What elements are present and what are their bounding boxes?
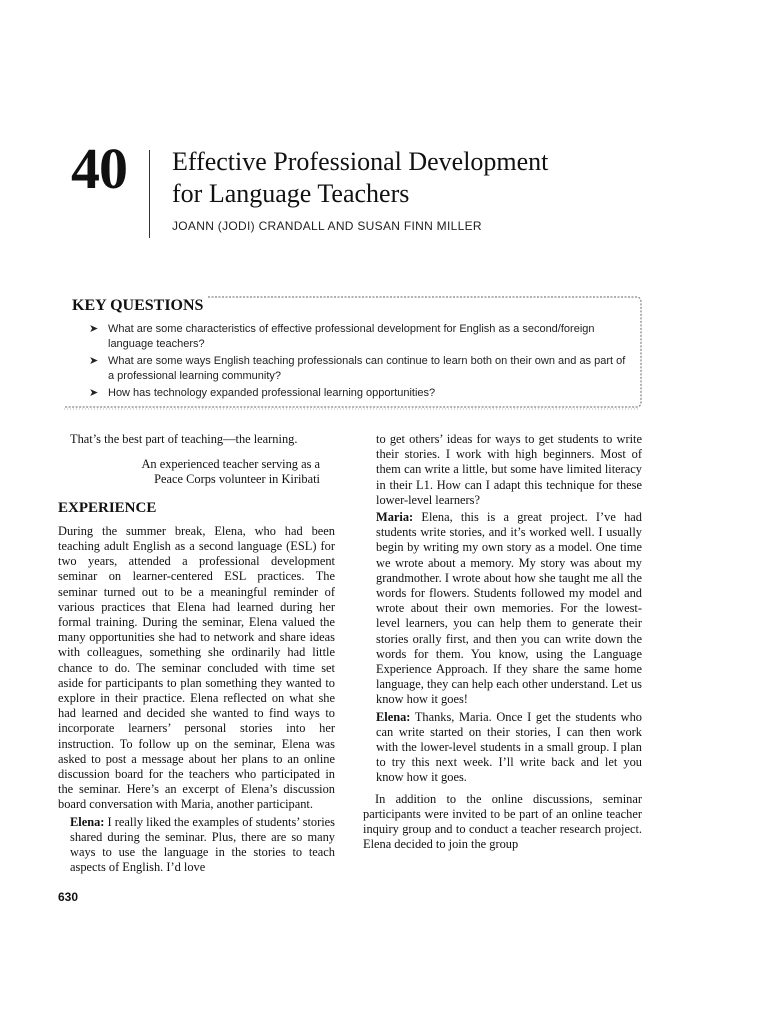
epigraph-quote: That’s the best part of teaching—the learning. xyxy=(70,432,298,446)
chapter-number: 40 xyxy=(71,136,127,201)
page-number: 630 xyxy=(58,890,79,904)
arrow-bullet-icon: ➤ xyxy=(89,355,99,367)
section-heading: EXPERIENCE xyxy=(58,499,157,516)
arrow-bullet-icon: ➤ xyxy=(89,323,99,335)
key-question-item xyxy=(89,354,629,384)
dialogue-text: Thanks, Maria. Once I get the students who can write started on their stories, I can then work with the lower-level students in a small group. I plan to try this next week. I’ll write back and let you know how it goes. xyxy=(376,709,642,785)
speaker-name: Elena: xyxy=(376,709,411,724)
key-questions-heading: KEY QUESTIONS xyxy=(72,297,204,314)
dialogue-elena-2 xyxy=(376,710,642,786)
chapter-title-line2: for Language Teachers xyxy=(172,179,410,208)
dialogue-maria xyxy=(376,510,642,708)
key-question-item xyxy=(89,386,629,401)
key-questions-list xyxy=(89,322,629,403)
chapter-divider xyxy=(149,150,150,238)
closing-paragraph: In addition to the online discussions, seminar participants were invited to be part of an online teacher inquiry group and to conduct a teacher research project. Elena decided to join the group xyxy=(363,791,642,852)
dialogue-text: Elena, this is a great project. I’ve had students write stories, and it’s worked well. I usually begin by writing my own story as a model. One time we wrote about a memory. My story was about my grandmother. I wrote about how she taught me all the words for flowers. Students followed my model and wrote about their own memories. For the lowest-level learners, you can help them to generate their stories orally first, and then you can write down the words for them. You know, using the Language Experience Approach. If they share the same home language, they can help each other understand. Let us know how it goes! xyxy=(376,510,642,707)
arrow-bullet-icon: ➤ xyxy=(89,387,99,399)
chapter-authors: JOANN (JODI) CRANDALL AND SUSAN FINN MILLER xyxy=(172,219,482,233)
key-question-text: What are some ways English teaching professionals can continue to learn both on their own and as part of a professional learning community? xyxy=(108,355,626,382)
left-column xyxy=(58,432,335,877)
dialogue-elena-1-continued: to get others’ ideas for ways to get students to write their stories. I work with high beginners. Most of them can write a little, but some have limited literacy in their L1. How can I adapt this technique for these lower-level learners? xyxy=(376,432,642,507)
intro-paragraph: During the summer break, Elena, who had been teaching adult English as a second language (ESL) for two years, attended a professional development seminar on learner-centered ESL practices. The seminar turned out to be a meaningful reminder of various practices that Elena had learned during her formal training. During the seminar, Elena valued the many opportunities she had to network and share ideas with colleagues, something she ordinarily had little chance to do. The seminar concluded with time set aside for participants to plan something they wanted to explore in their practice. Elena reflected on what she had learned and decided she wanted to find ways to incorporate learners’ personal stories into her instruction. To follow up on the seminar, Elena was asked to post a message about her plans to an online discussion board for the teachers who participated in the seminar. Here’s an excerpt of Elena’s discussion board conversation with Maria, another participant. xyxy=(58,523,335,812)
chapter-title xyxy=(172,146,548,210)
dialogue-elena-1 xyxy=(70,815,335,876)
key-question-item xyxy=(89,322,629,352)
key-question-text: What are some characteristics of effective professional development for English as a second/foreign language teachers? xyxy=(108,323,595,350)
right-column xyxy=(363,432,642,852)
dialogue-text: I really liked the examples of students’ stories shared during the seminar. Plus, there are so many ways to use the language in the stories to teach aspects of English. I’d love xyxy=(70,814,335,875)
chapter-title-line1: Effective Professional Development xyxy=(172,147,549,176)
key-questions-box xyxy=(58,296,642,412)
speaker-name: Elena: xyxy=(70,814,105,829)
epigraph-attribution: An experienced teacher serving as a Peace Corps volunteer in Kiribati xyxy=(141,457,320,487)
key-question-text: How has technology expanded professional learning opportunities? xyxy=(108,387,436,399)
speaker-name: Maria: xyxy=(376,510,414,525)
